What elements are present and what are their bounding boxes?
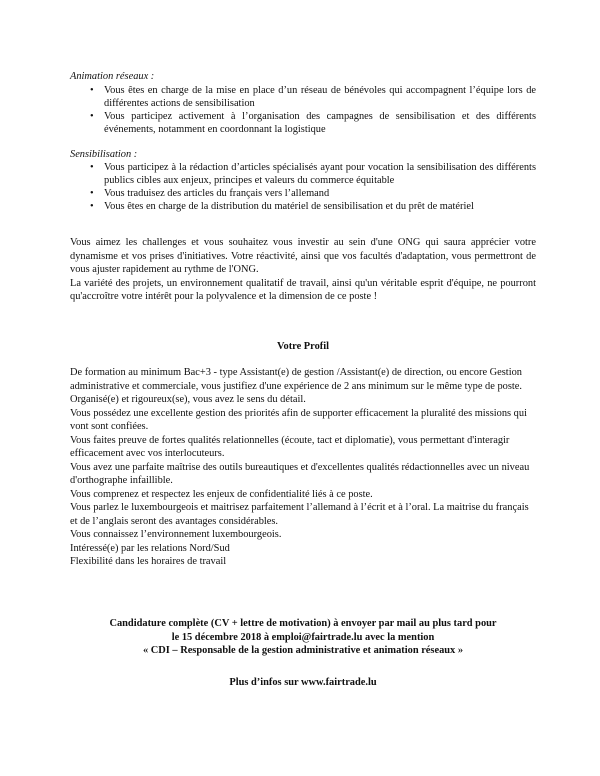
profile-line: De formation au minimum Bac+3 - type Assistant(e) de gestion /Assistant(e) de direction, ou encore Gestion administrative et commerciale, vous justifiez d'une expérience de 2 ans minimum sur le même type de poste. <box>70 367 522 392</box>
section-title-sensibilisation: Sensibilisation : <box>70 149 138 160</box>
application-notice <box>70 617 536 658</box>
animation-list <box>70 84 536 136</box>
profile-line: Vous parlez le luxembourgeois et maitrisez parfaitement l’allemand à l’écrit et à l’oral. La maitrise du français et de l’anglais seront des avantages considérables. <box>70 502 529 527</box>
intro-paragraph-1: Vous aimez les challenges et vous souhaitez vous investir au sein d'une ONG qui saura apprécier votre dynamisme et vos prises d'initiatives. Votre réactivité, ainsi que vos facultés d'adaptation, vous permettront de vous ajuster rapidement au rythme de l'ONG. <box>70 237 536 275</box>
bullet-icon: • <box>90 162 94 173</box>
list-item: • Vous êtes en charge de la distribution du matériel de sensibilisation et du prêt de matériel <box>90 201 474 212</box>
profile-line: Vous comprenez et respectez les enjeux de confidentialité liés à ce poste. <box>70 488 373 500</box>
intro-text <box>70 236 536 304</box>
sensibilisation-list <box>70 161 536 213</box>
list-item: • Vous traduisez des articles du français vers l’allemand <box>90 188 330 199</box>
profile-line: Vous avez une parfaite maîtrise des outils bureautiques et d'excellentes qualités rédactionnelles avec un niveau d'orthographe infaillible. <box>70 461 530 486</box>
bullet-icon: • <box>90 111 94 122</box>
profile-title: Votre Profil <box>276 341 330 352</box>
intro-paragraph-2: La variété des projets, un environnement qualitatif de travail, ainsi qu'un véritable esprit d'équipe, ne pourront qu'accroître votre intérêt pour la polyvalence et la dimension de ce poste ! <box>70 277 536 302</box>
bullet-icon: • <box>90 85 94 96</box>
profile-line: Vous faites preuve de fortes qualités relationnelles (écoute, tact et diplomatie), vous permettant d'interagir efficacement avec vos interlocuteurs. <box>70 434 510 459</box>
section-title-animation: Animation réseaux : <box>70 71 155 82</box>
more-info: Plus d’infos sur www.fairtrade.lu <box>229 677 377 688</box>
profile-line: Intéressé(e) par les relations Nord/Sud <box>70 542 230 554</box>
list-item: • Vous participez à la rédaction d’articles spécialisés ayant pour vocation la sensibilisation des différents publics cibles aux enjeux, principes et valeurs du commerce équitable <box>90 162 536 186</box>
application-line-3: « CDI – Responsable de la gestion administrative et animation réseaux » <box>142 645 464 656</box>
bullet-icon: • <box>90 188 94 199</box>
application-line-1: Candidature complète (CV + lettre de motivation) à envoyer par mail au plus tard pour <box>109 618 497 629</box>
profile-line: Organisé(e) et rigoureux(se), vous avez le sens du détail. <box>70 394 306 405</box>
application-line-2: le 15 décembre 2018 à emploi@fairtrade.lu avec la mention <box>171 631 435 643</box>
profile-text <box>70 366 536 569</box>
list-item: • Vous participez activement à l’organisation des campagnes de sensibilisation et des différents événements, notamment en coordonnant la logistique <box>90 111 536 135</box>
profile-line: Vous connaissez l’environnement luxembourgeois. <box>70 529 282 540</box>
list-item: • Vous êtes en charge de la mise en place d’un réseau de bénévoles qui accompagnent l’équipe lors de différentes actions de sensibilisation <box>90 85 536 109</box>
profile-line: Vous possédez une excellente gestion des priorités afin de supporter efficacement la pluralité des missions qui vont sont confiées. <box>70 407 527 432</box>
bullet-icon: • <box>90 201 94 212</box>
profile-line: Flexibilité dans les horaires de travail <box>70 556 227 567</box>
